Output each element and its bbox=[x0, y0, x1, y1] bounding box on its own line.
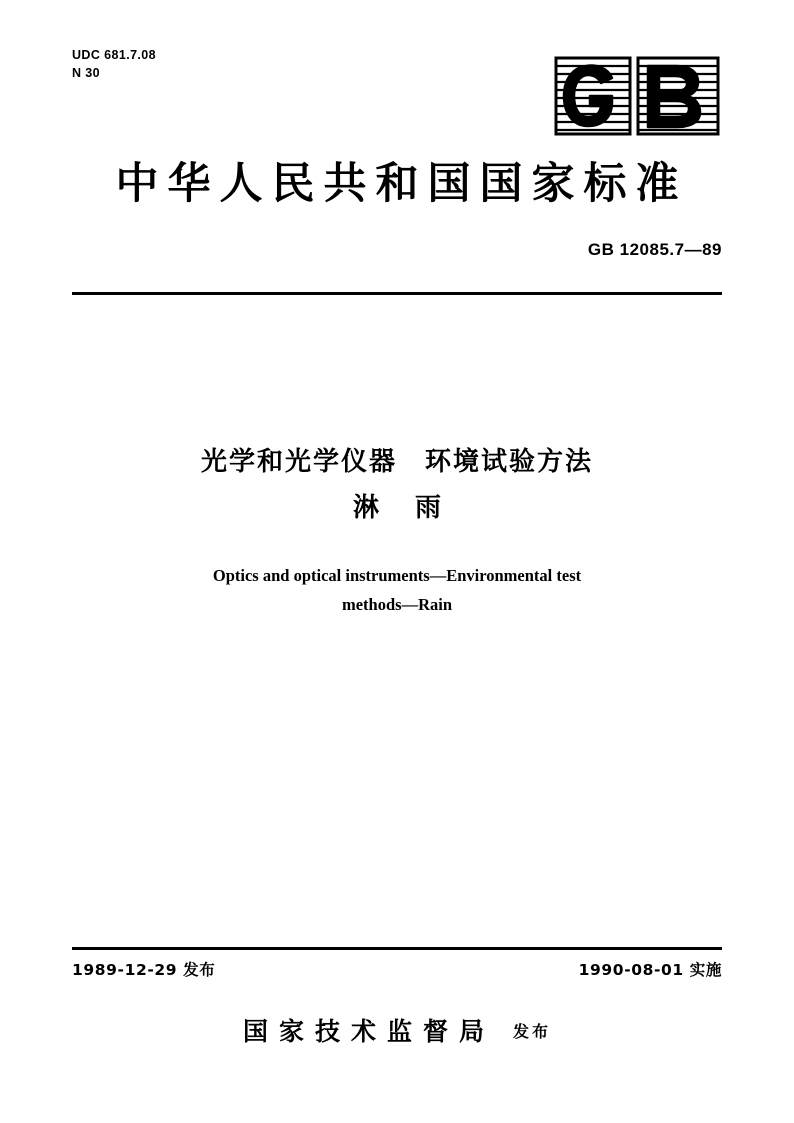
publisher-name: 国家技术监督局 bbox=[242, 1017, 495, 1046]
standard-number: GB 12085.7—89 bbox=[587, 240, 722, 259]
effective-date: 1990-08-01 实施 bbox=[578, 961, 722, 979]
gb-logo-icon bbox=[552, 52, 722, 140]
date-row bbox=[72, 958, 722, 984]
document-title-cn-line1: 光学和光学仪器 环境试验方法 bbox=[200, 447, 593, 477]
document-title-en-line2: methods—Rain bbox=[341, 594, 452, 614]
document-title-en bbox=[0, 562, 794, 620]
publisher-row bbox=[0, 1012, 794, 1048]
udc-code: UDC 681.7.08 bbox=[72, 48, 157, 62]
national-standard-title: 中华人民共和国国家标准 bbox=[115, 159, 688, 209]
document-title-cn bbox=[0, 440, 794, 531]
document-title-cn-line2: 淋雨 bbox=[352, 492, 477, 523]
footer-divider bbox=[72, 947, 722, 950]
publish-verb: 发布 bbox=[513, 1022, 552, 1041]
document-title-en-line1: Optics and optical instruments—Environmental test bbox=[212, 566, 582, 585]
classification-code: N 30 bbox=[72, 66, 101, 81]
issue-date: 1989-12-29 发布 bbox=[72, 961, 216, 979]
header-divider bbox=[72, 292, 722, 295]
udc-classification-block bbox=[72, 46, 156, 82]
